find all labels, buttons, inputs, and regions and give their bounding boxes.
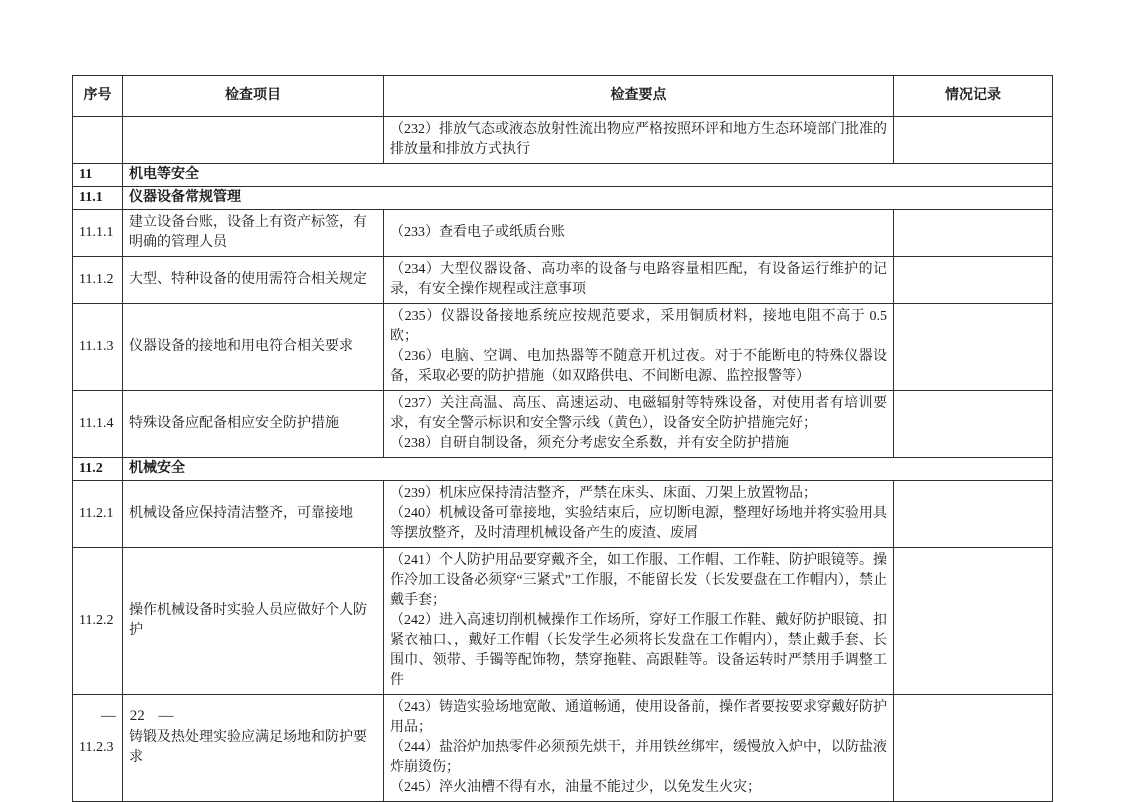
points-cell — [384, 257, 894, 304]
section-row — [73, 458, 1053, 481]
row-number-cell: 11.1.3 — [73, 304, 123, 391]
table-row — [73, 117, 1053, 164]
point-text: （244）盐浴炉加热零件必须预先烘干，并用铁丝绑牢，缓慢放入炉中，以防盐液炸崩烫伤； — [390, 740, 887, 775]
table-row — [73, 481, 1053, 548]
point-text: （242）进入高速切削机械操作工作场所，穿好工作服工作鞋、戴好防护眼镜、扣紧衣袖口、，戴好工作帽（长发学生必须将长发盘在工作帽内），禁止戴手套、长围巾、领带、手镯等配饰物，禁穿拖鞋、高跟鞋等。设备运转时严禁用手调整工件 — [390, 613, 887, 688]
row-number-cell: 11.2.1 — [73, 481, 123, 548]
header-serial-number: 序号 — [73, 76, 123, 117]
point-text: （236）电脑、空调、电加热器等不随意开机过夜。对于不能断电的特殊仪器设备，采取必要的防护措施（如双路供电、不间断电源、监控报警等） — [390, 349, 887, 384]
item-cell: 机械设备应保持清洁整齐，可靠接地 — [123, 481, 384, 548]
item-cell: 仪器设备的接地和用电符合相关要求 — [123, 304, 384, 391]
points-cell — [384, 548, 894, 695]
section-number-cell: 11 — [73, 164, 123, 187]
row-number-cell: 11.1.1 — [73, 210, 123, 257]
table-row — [73, 391, 1053, 458]
row-number-cell: 11.2.2 — [73, 548, 123, 695]
row-number-cell: 11.1.4 — [73, 391, 123, 458]
point-text: （240）机械设备可靠接地，实验结束后，应切断电源，整理好场地并将实验用具等摆放整齐，及时清理机械设备产生的废渣、废屑 — [390, 506, 887, 541]
points-cell — [384, 695, 894, 802]
record-cell — [894, 210, 1053, 257]
record-cell — [894, 481, 1053, 548]
header-inspection-points: 检查要点 — [384, 76, 894, 117]
table-row — [73, 548, 1053, 695]
table-row — [73, 257, 1053, 304]
record-cell — [894, 391, 1053, 458]
row-number-cell: 11.1.2 — [73, 257, 123, 304]
points-cell — [384, 117, 894, 164]
point-text: （238）自研自制设备，须充分考虑安全系数，并有安全防护措施 — [390, 436, 789, 451]
point-text: （243）铸造实验场地宽敞、通道畅通，使用设备前，操作者要按要求穿戴好防护用品； — [390, 700, 887, 735]
record-cell — [894, 257, 1053, 304]
header-situation-record: 情况记录 — [894, 76, 1053, 117]
item-cell: 操作机械设备时实验人员应做好个人防护 — [123, 548, 384, 695]
record-cell — [894, 695, 1053, 802]
table-row — [73, 695, 1053, 802]
point-text: （234）大型仪器设备、高功率的设备与电路容量相匹配，有设备运行维护的记录，有安全操作规程或注意事项 — [390, 262, 887, 297]
points-cell — [384, 304, 894, 391]
item-cell — [123, 117, 384, 164]
section-number-cell: 11.1 — [73, 187, 123, 210]
points-cell — [384, 391, 894, 458]
table-header-row — [73, 76, 1053, 117]
item-cell: 大型、特种设备的使用需符合相关规定 — [123, 257, 384, 304]
points-cell — [384, 481, 894, 548]
record-cell — [894, 117, 1053, 164]
section-number-cell: 11.2 — [73, 458, 123, 481]
point-text: （237）关注高温、高压、高速运动、电磁辐射等特殊设备，对使用者有培训要求，有安全警示标识和安全警示线（黄色），设备安全防护措施完好； — [390, 396, 887, 431]
table-row — [73, 304, 1053, 391]
row-number-cell — [73, 117, 123, 164]
header-inspection-item: 检查项目 — [123, 76, 384, 117]
section-title-cell: 机电等安全 — [123, 164, 1053, 187]
point-text: （239）机床应保持清洁整齐，严禁在床头、床面、刀架上放置物品； — [390, 486, 817, 501]
row-number-cell: 11.2.3 — [73, 695, 123, 802]
inspection-checklist-table — [72, 75, 1053, 802]
point-text: （241）个人防护用品要穿戴齐全，如工作服、工作帽、工作鞋、防护眼镜等。操作冷加工设备必须穿“三紧式”工作服，不能留长发（长发要盘在工作帽内），禁止戴手套； — [390, 553, 887, 608]
item-cell: 铸锻及热处理实验应满足场地和防护要求 — [123, 695, 384, 802]
record-cell — [894, 304, 1053, 391]
item-cell: 特殊设备应配备相应安全防护措施 — [123, 391, 384, 458]
section-title-cell: 仪器设备常规管理 — [123, 187, 1053, 210]
section-row — [73, 164, 1053, 187]
item-cell: 建立设备台账，设备上有资产标签，有明确的管理人员 — [123, 210, 384, 257]
section-row — [73, 187, 1053, 210]
point-text: （233）查看电子或纸质台账 — [390, 225, 565, 240]
section-title-cell: 机械安全 — [123, 458, 1053, 481]
points-cell — [384, 210, 894, 257]
point-text: （235）仪器设备接地系统应按规范要求，采用铜质材料，接地电阻不高于 0.5 欧； — [390, 309, 887, 344]
page-number: — 22 — — [101, 708, 174, 724]
table-row — [73, 210, 1053, 257]
point-text: （232）排放气态或液态放射性流出物应严格按照环评和地方生态环境部门批准的排放量和排放方式执行 — [390, 122, 887, 157]
record-cell — [894, 548, 1053, 695]
point-text: （245）淬火油槽不得有水，油量不能过少，以免发生火灾； — [390, 780, 761, 795]
